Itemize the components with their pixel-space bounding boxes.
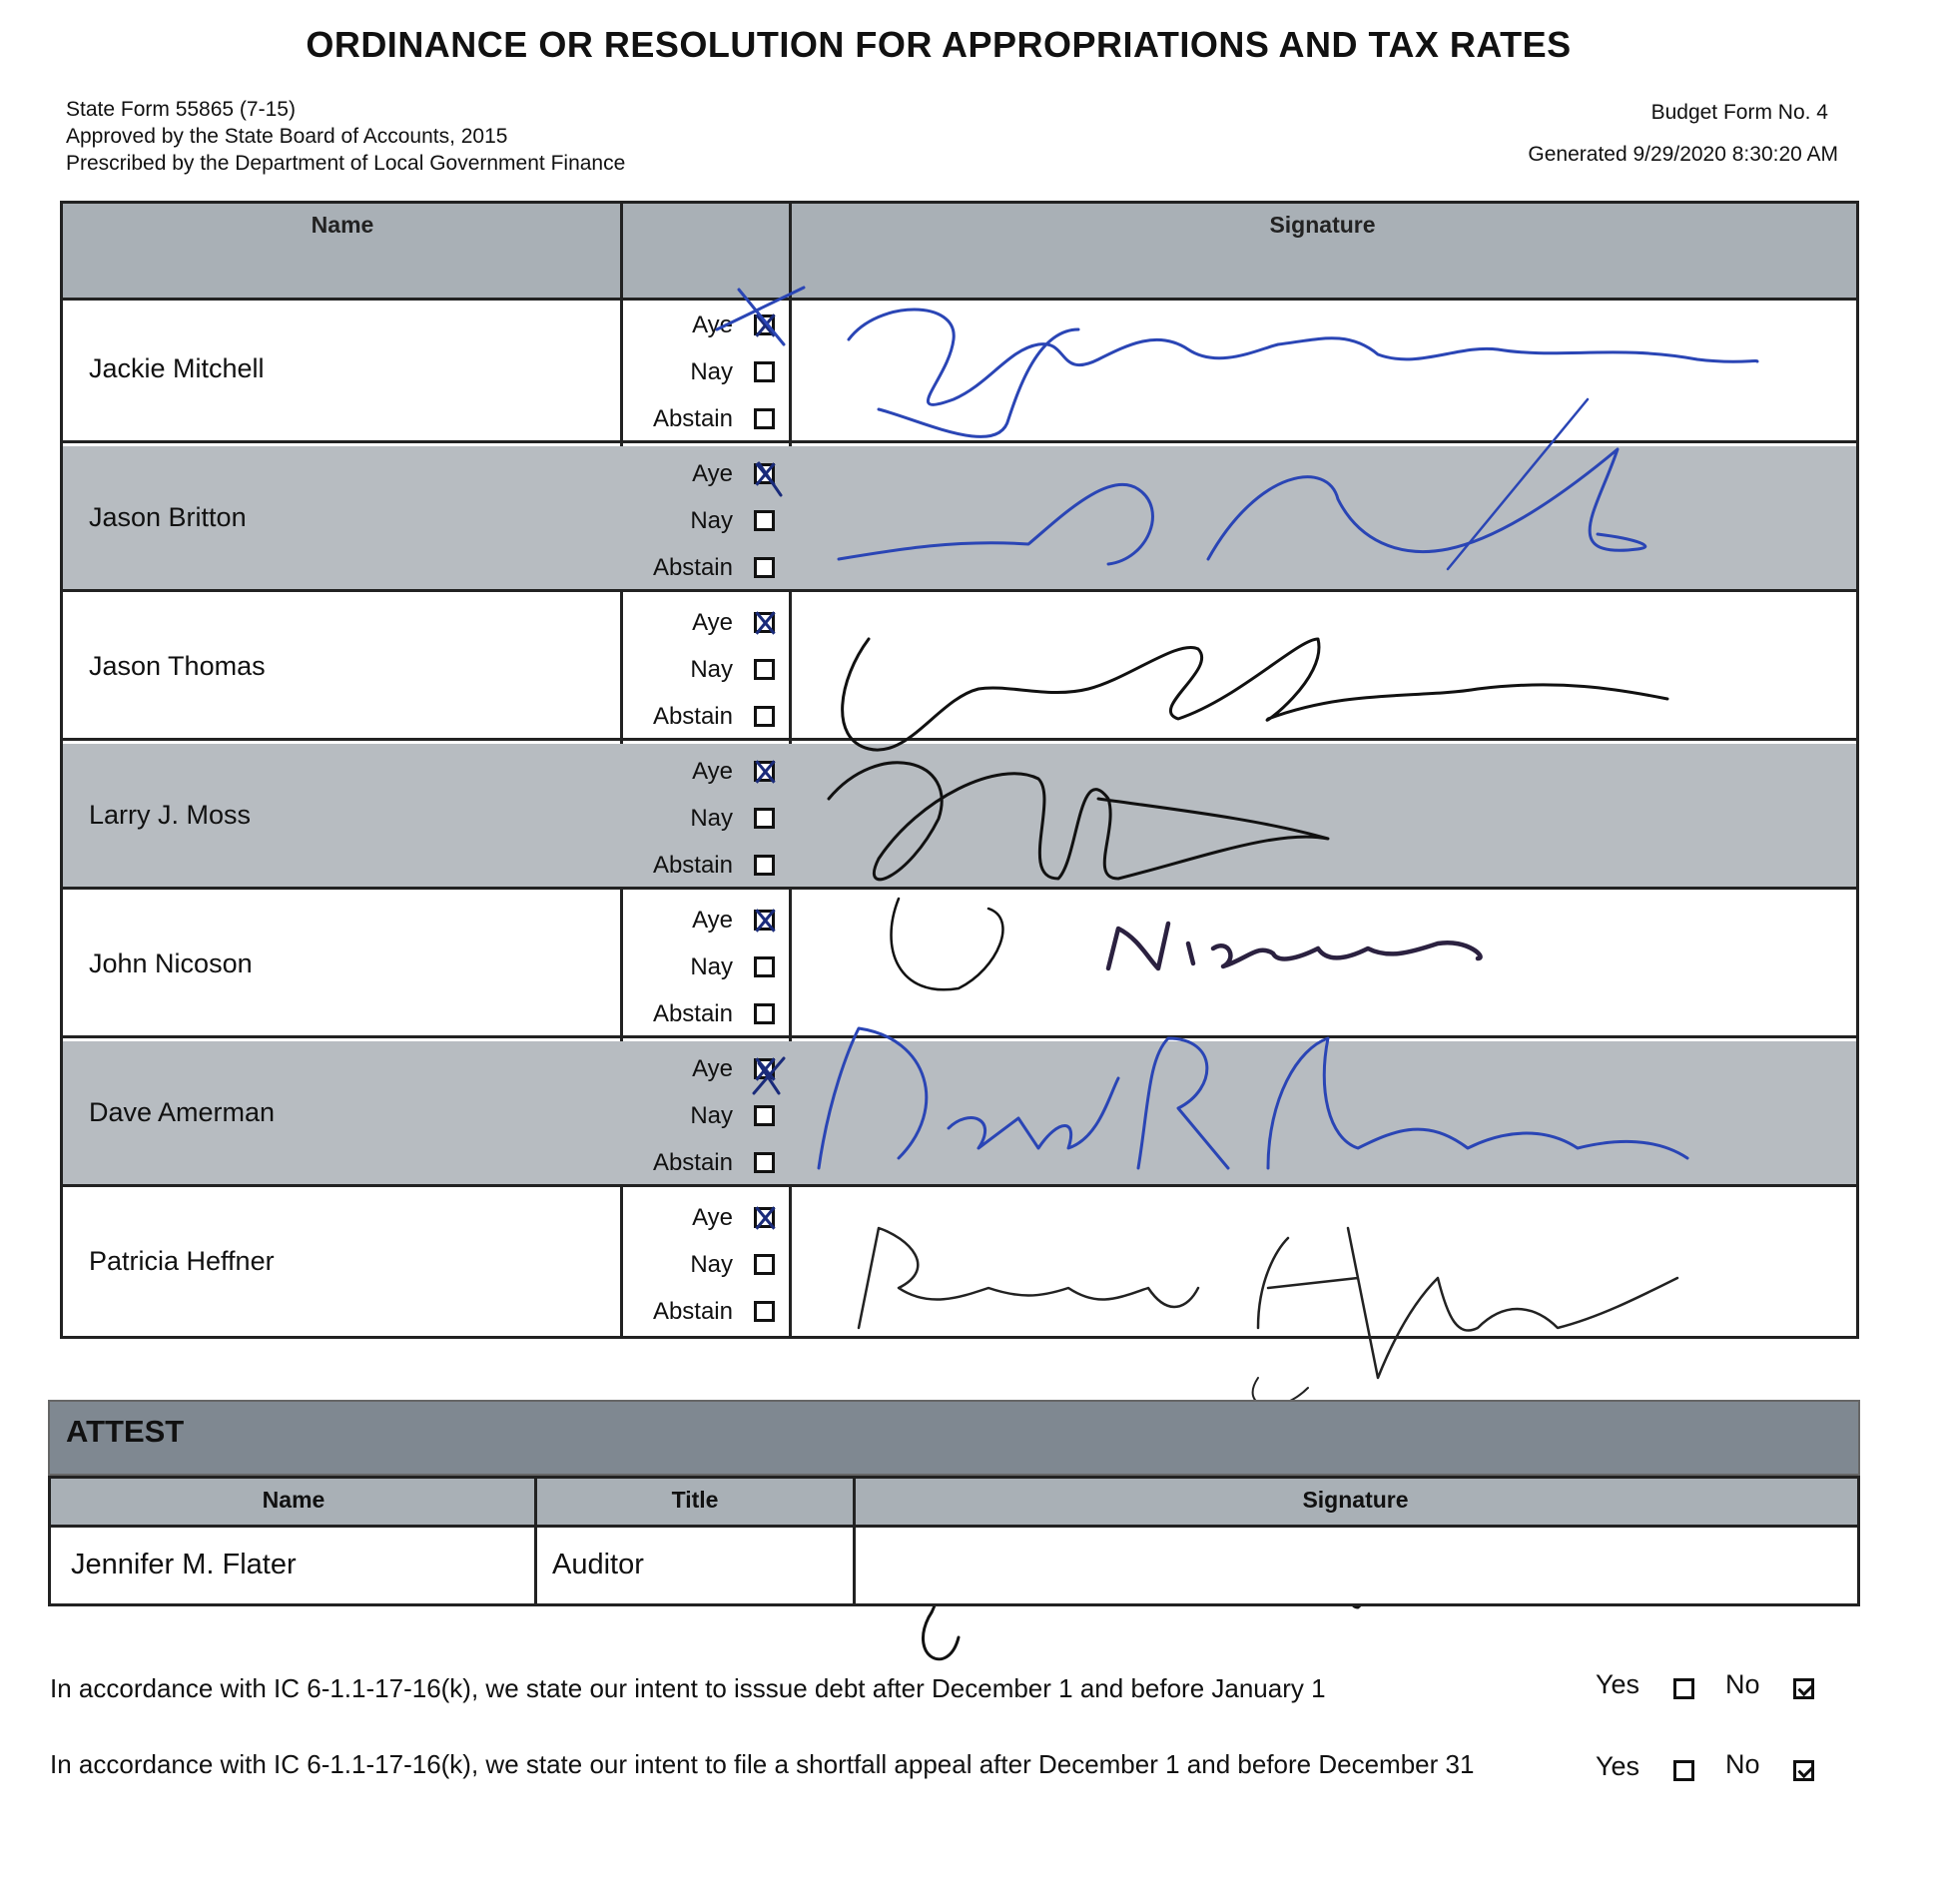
vote-option-label: Nay	[690, 953, 733, 980]
vote-option-nay	[622, 943, 789, 990]
shortfall-yes-label: Yes	[1596, 1751, 1640, 1781]
vote-option-abstain	[622, 1288, 789, 1335]
attest-table	[48, 1476, 1860, 1606]
vote-option-nay	[622, 497, 789, 544]
generated-timestamp: Generated 9/29/2020 8:30:20 AM	[1528, 143, 1838, 166]
member-name: Jason Thomas	[89, 651, 266, 681]
attest-header-bar	[48, 1400, 1860, 1476]
vote-option-abstain	[622, 395, 789, 442]
vote-option-abstain	[622, 693, 789, 740]
vote-row	[63, 446, 1856, 592]
vote-checkbox-abstain[interactable]	[754, 855, 775, 876]
vote-option-aye	[622, 302, 789, 348]
vote-option-nay	[622, 646, 789, 693]
vote-row	[63, 893, 1856, 1038]
vote-row	[63, 298, 1856, 443]
vote-option-label: Aye	[692, 907, 733, 934]
statement-debt: In accordance with IC 6-1.1-17-16(k), we state our intent to isssue debt after December 1 and before January 1	[50, 1673, 1326, 1703]
attest-title: Auditor	[552, 1549, 644, 1580]
vote-option-label: Aye	[692, 609, 733, 636]
vote-checkbox-aye[interactable]	[754, 910, 775, 931]
vote-option-label: Nay	[690, 1251, 733, 1278]
vote-option-label: Aye	[692, 1204, 733, 1231]
vote-option-label: Abstain	[652, 1000, 733, 1027]
signature-column-header: Signature	[1269, 212, 1376, 238]
member-name: Larry J. Moss	[89, 800, 252, 830]
vote-row	[63, 595, 1856, 741]
state-form-number: State Form 55865 (7-15)	[66, 98, 296, 121]
vote-checkbox-aye[interactable]	[754, 463, 775, 484]
vote-option-aye	[622, 450, 789, 497]
member-name: Patricia Heffner	[89, 1246, 275, 1276]
member-name: Jason Britton	[89, 502, 247, 532]
vote-checkbox-nay[interactable]	[754, 1105, 775, 1126]
member-name: Dave Amerman	[89, 1097, 276, 1127]
vote-checkbox-aye[interactable]	[754, 612, 775, 633]
attest-name-header: Name	[262, 1487, 326, 1513]
vote-option-label: Nay	[690, 1102, 733, 1129]
debt-no-label: No	[1725, 1669, 1760, 1699]
vote-options	[622, 1194, 789, 1335]
vote-checkbox-nay[interactable]	[754, 1254, 775, 1275]
vote-option-nay	[622, 795, 789, 842]
vote-checkbox-aye[interactable]	[754, 1207, 775, 1228]
vote-option-label: Nay	[690, 507, 733, 534]
vote-option-aye	[622, 897, 789, 943]
vote-option-aye	[622, 1194, 789, 1241]
attest-name: Jennifer M. Flater	[71, 1549, 297, 1580]
vote-option-nay	[622, 1092, 789, 1139]
vote-checkbox-abstain[interactable]	[754, 1152, 775, 1173]
vote-checkbox-nay[interactable]	[754, 361, 775, 382]
vote-options	[622, 599, 789, 740]
vote-option-label: Abstain	[652, 1298, 733, 1325]
vote-option-nay	[622, 348, 789, 395]
attest-signature-header: Signature	[1302, 1487, 1409, 1513]
vote-checkbox-aye[interactable]	[754, 1058, 775, 1079]
vote-options	[622, 450, 789, 591]
vote-checkbox-abstain[interactable]	[754, 408, 775, 429]
vote-options	[622, 748, 789, 889]
vote-checkbox-nay[interactable]	[754, 510, 775, 531]
column-divider	[853, 1479, 856, 1603]
attest-title-header: Title	[671, 1487, 719, 1513]
vote-checkbox-nay[interactable]	[754, 956, 775, 977]
vote-option-abstain	[622, 842, 789, 889]
vote-checkbox-nay[interactable]	[754, 808, 775, 829]
form-info	[66, 96, 625, 177]
debt-no-checkbox[interactable]	[1793, 1678, 1814, 1699]
vote-option-label: Aye	[692, 1055, 733, 1082]
vote-checkbox-nay[interactable]	[754, 659, 775, 680]
vote-option-nay	[622, 1241, 789, 1288]
vote-option-abstain	[622, 1139, 789, 1186]
vote-option-aye	[622, 748, 789, 795]
member-name: John Nicoson	[89, 948, 253, 978]
vote-options	[622, 302, 789, 442]
vote-option-label: Nay	[690, 656, 733, 683]
vote-option-label: Aye	[692, 312, 733, 338]
debt-yes-label: Yes	[1596, 1669, 1640, 1699]
budget-form-number: Budget Form No. 4	[1650, 101, 1828, 124]
statement-shortfall: In accordance with IC 6-1.1-17-16(k), we state our intent to file a shortfall appeal after December 1 and before December 31	[50, 1749, 1475, 1779]
document-title: ORDINANCE OR RESOLUTION FOR APPROPRIATIONS AND TAX RATES	[306, 24, 1572, 65]
vote-checkbox-aye[interactable]	[754, 761, 775, 782]
vote-option-aye	[622, 1045, 789, 1092]
name-column-header: Name	[311, 212, 374, 238]
prescribed-line: Prescribed by the Department of Local Government Finance	[66, 152, 626, 175]
vote-options	[622, 897, 789, 1037]
vote-option-label: Nay	[690, 358, 733, 385]
vote-checkbox-abstain[interactable]	[754, 706, 775, 727]
vote-checkbox-abstain[interactable]	[754, 1003, 775, 1024]
attest-table-header	[51, 1479, 1857, 1528]
vote-option-label: Aye	[692, 758, 733, 785]
vote-option-label: Abstain	[652, 1149, 733, 1176]
votes-table-header	[63, 204, 1856, 301]
approval-line: Approved by the State Board of Accounts, 2015	[66, 125, 508, 148]
shortfall-no-label: No	[1725, 1749, 1760, 1779]
vote-row	[63, 1190, 1856, 1336]
vote-option-label: Abstain	[652, 554, 733, 581]
vote-checkbox-abstain[interactable]	[754, 1301, 775, 1322]
vote-option-label: Abstain	[652, 703, 733, 730]
vote-row	[63, 1041, 1856, 1187]
vote-option-aye	[622, 599, 789, 646]
shortfall-no-checkbox[interactable]	[1793, 1760, 1814, 1781]
debt-yes-checkbox[interactable]	[1673, 1678, 1694, 1699]
votes-table	[60, 201, 1859, 1339]
vote-option-label: Nay	[690, 805, 733, 832]
vote-option-label: Aye	[692, 460, 733, 487]
vote-option-label: Abstain	[652, 852, 733, 879]
vote-checkbox-abstain[interactable]	[754, 557, 775, 578]
member-name: Jackie Mitchell	[89, 353, 265, 383]
vote-option-abstain	[622, 990, 789, 1037]
vote-option-label: Abstain	[652, 405, 733, 432]
vote-option-abstain	[622, 544, 789, 591]
vote-checkbox-aye[interactable]	[754, 314, 775, 335]
shortfall-yes-checkbox[interactable]	[1673, 1760, 1694, 1781]
column-divider	[534, 1479, 537, 1603]
form-info-right	[1528, 92, 1838, 176]
attest-heading: ATTEST	[66, 1414, 185, 1449]
vote-options	[622, 1045, 789, 1186]
vote-row	[63, 744, 1856, 890]
